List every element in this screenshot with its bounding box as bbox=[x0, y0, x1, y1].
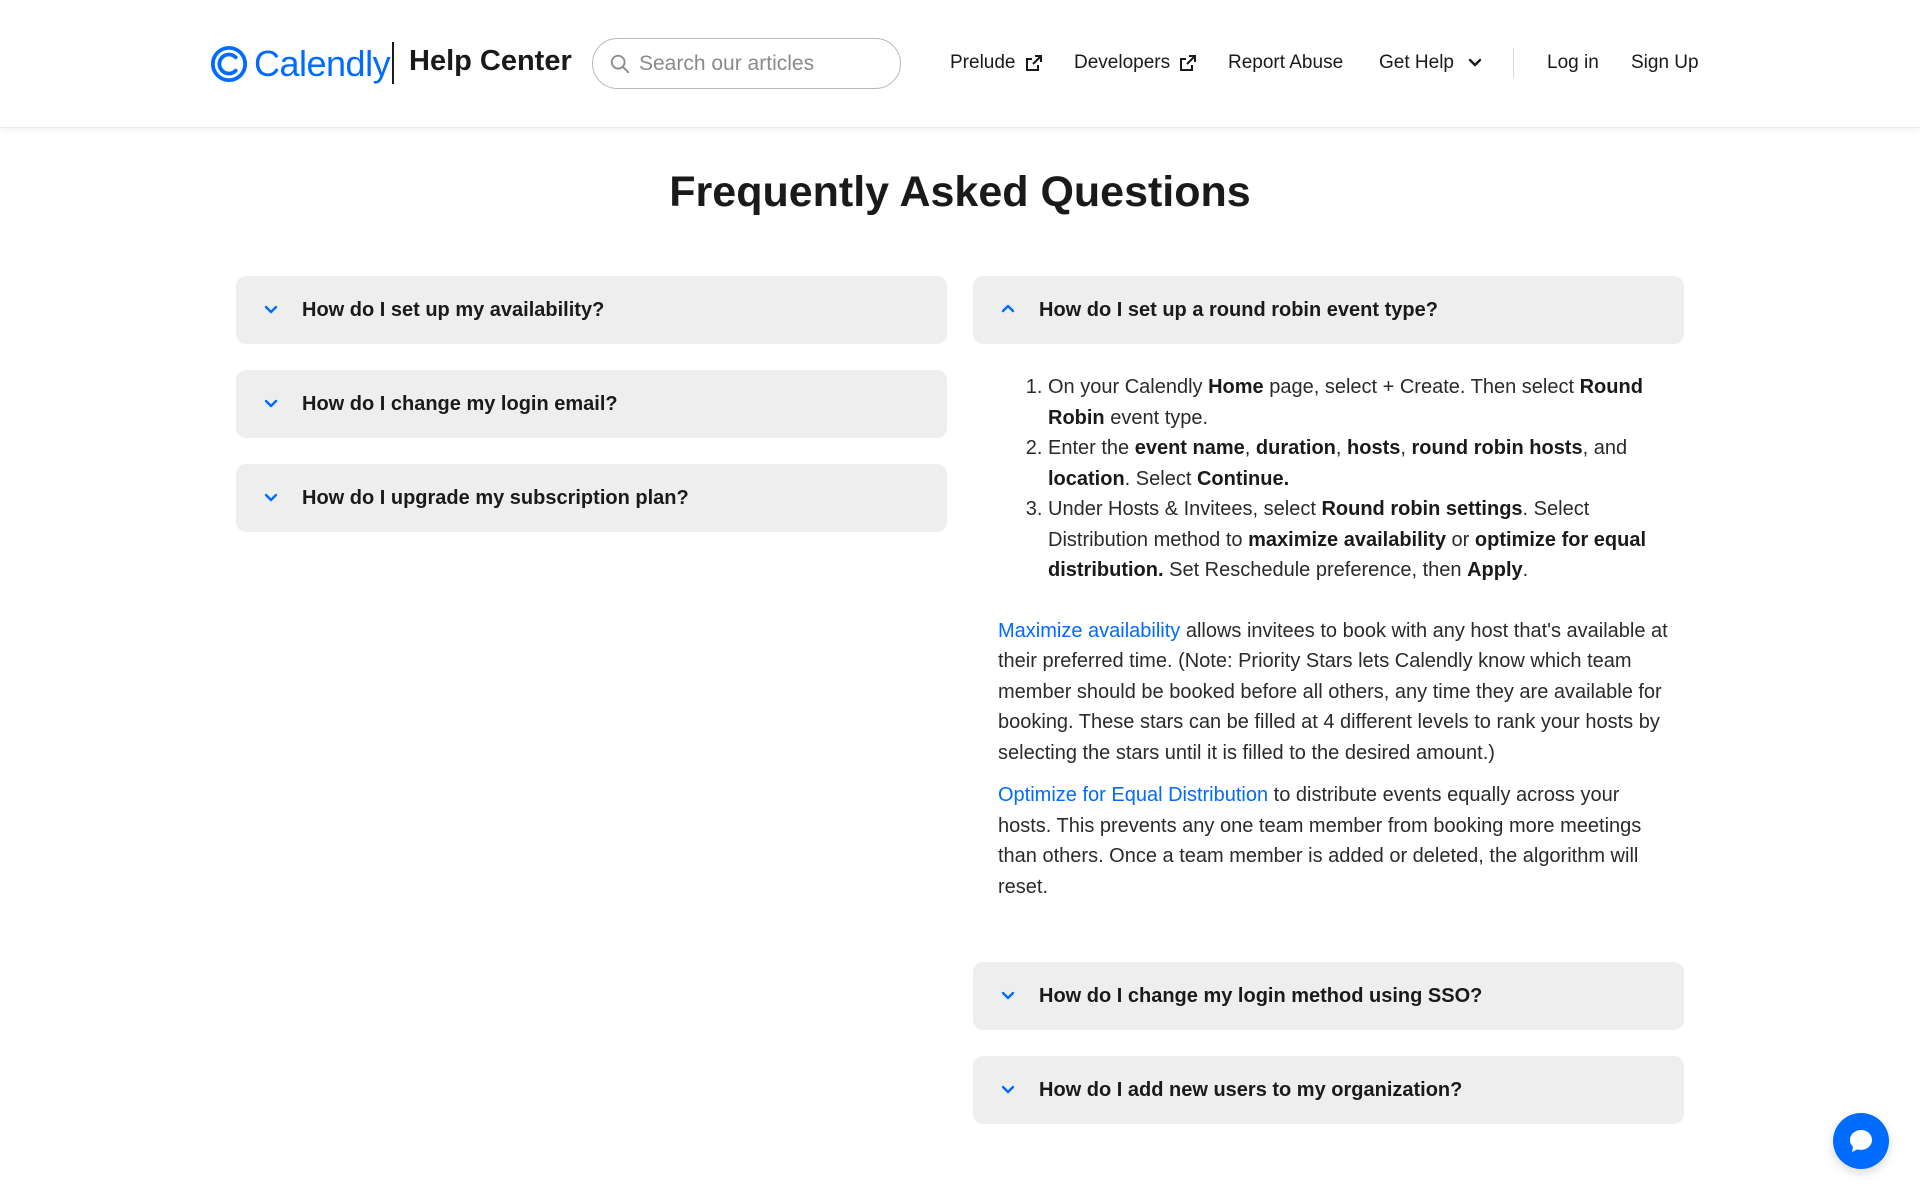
nav-get-help[interactable] bbox=[1379, 52, 1484, 74]
chevron-down-icon bbox=[262, 300, 280, 318]
nav-report-abuse[interactable] bbox=[1228, 52, 1343, 74]
faq-item-expanded[interactable] bbox=[973, 276, 1684, 344]
help-center-title[interactable]: Help Center bbox=[409, 45, 572, 77]
chevron-down-icon bbox=[262, 394, 280, 412]
external-link-icon bbox=[1178, 53, 1198, 73]
faq-question: How do I upgrade my subscription plan? bbox=[302, 486, 689, 509]
signup-label: Sign Up bbox=[1631, 52, 1699, 73]
chevron-up-icon bbox=[999, 300, 1017, 318]
optimize-distribution-link[interactable]: Optimize for Equal Distribution bbox=[998, 784, 1269, 806]
faq-item[interactable] bbox=[973, 962, 1684, 1030]
answer-paragraph-maximize: Maximize availability allows invitees to book with any host that's available at their preferred time. (Note: Priority Stars lets Calendly know which team member should be booked before all others, any time they are available for booking. These stars can be filled at 4 different levels to rank your hosts by selecting the stars until it is filled to the desired amount.) bbox=[998, 619, 1668, 764]
chevron-down-icon bbox=[1466, 54, 1484, 72]
search-box[interactable] bbox=[592, 38, 901, 89]
maximize-availability-link[interactable]: Maximize availability bbox=[998, 619, 1181, 642]
calendly-logo-icon bbox=[210, 45, 248, 83]
answer-steps bbox=[998, 372, 1668, 586]
faq-question: How do I set up my availability? bbox=[302, 298, 605, 321]
chat-bubble-icon bbox=[1846, 1126, 1876, 1156]
chevron-down-icon bbox=[262, 488, 280, 506]
answer-step-3: 3. Under Hosts & Invitees, select Round robin settings. Select Distribution method to maximize availability or optimize for equal distribution. Set Reschedule preference, then Apply. bbox=[1048, 494, 1668, 586]
search-input[interactable] bbox=[639, 52, 889, 76]
login-label: Log in bbox=[1547, 52, 1599, 73]
answer-paragraph-optimize: Optimize for Equal Distribution to distribute events equally across your hosts. This prevents any one team member from booking more meetings than others. Once a team member is added or deleted, the algorithm will reset. bbox=[998, 784, 1642, 898]
chevron-down-icon bbox=[999, 986, 1017, 1004]
chevron-down-icon bbox=[999, 1080, 1017, 1098]
faq-question: How do I change my login method using SSO? bbox=[1039, 984, 1483, 1007]
faq-item[interactable] bbox=[236, 464, 947, 532]
calendly-logo[interactable] bbox=[210, 42, 390, 86]
page-title: Frequently Asked Questions bbox=[669, 168, 1251, 216]
nav-developers[interactable] bbox=[1074, 52, 1198, 74]
logo-divider bbox=[392, 42, 394, 84]
faq-question: How do I add new users to my organization? bbox=[1039, 1078, 1463, 1101]
chat-launcher-button[interactable] bbox=[1833, 1113, 1889, 1169]
signup-link[interactable] bbox=[1631, 52, 1699, 74]
faq-item[interactable] bbox=[973, 1056, 1684, 1124]
nav-prelude[interactable] bbox=[950, 52, 1044, 74]
nav-prelude-label: Prelude bbox=[950, 52, 1016, 73]
answer-step-1: 1. On your Calendly Home page, select + Create. Then select Round Robin event type. bbox=[1048, 372, 1668, 433]
answer-step-2: 2. Enter the event name, duration, hosts, round robin hosts, and location. Select Continue. bbox=[1048, 433, 1668, 494]
site-header bbox=[0, 0, 1920, 128]
faq-answer bbox=[998, 372, 1668, 902]
nav-report-abuse-label: Report Abuse bbox=[1228, 52, 1344, 73]
nav-divider bbox=[1513, 48, 1514, 78]
faq-item[interactable] bbox=[236, 276, 947, 344]
faq-question: How do I set up a round robin event type? bbox=[1039, 298, 1438, 321]
logo-text: Calendly bbox=[254, 43, 391, 84]
login-link[interactable] bbox=[1547, 52, 1599, 74]
nav-get-help-label: Get Help bbox=[1379, 52, 1454, 73]
faq-item[interactable] bbox=[236, 370, 947, 438]
nav-developers-label: Developers bbox=[1074, 52, 1171, 73]
external-link-icon bbox=[1024, 53, 1044, 73]
faq-question: How do I change my login email? bbox=[302, 392, 618, 415]
search-icon bbox=[609, 53, 631, 75]
